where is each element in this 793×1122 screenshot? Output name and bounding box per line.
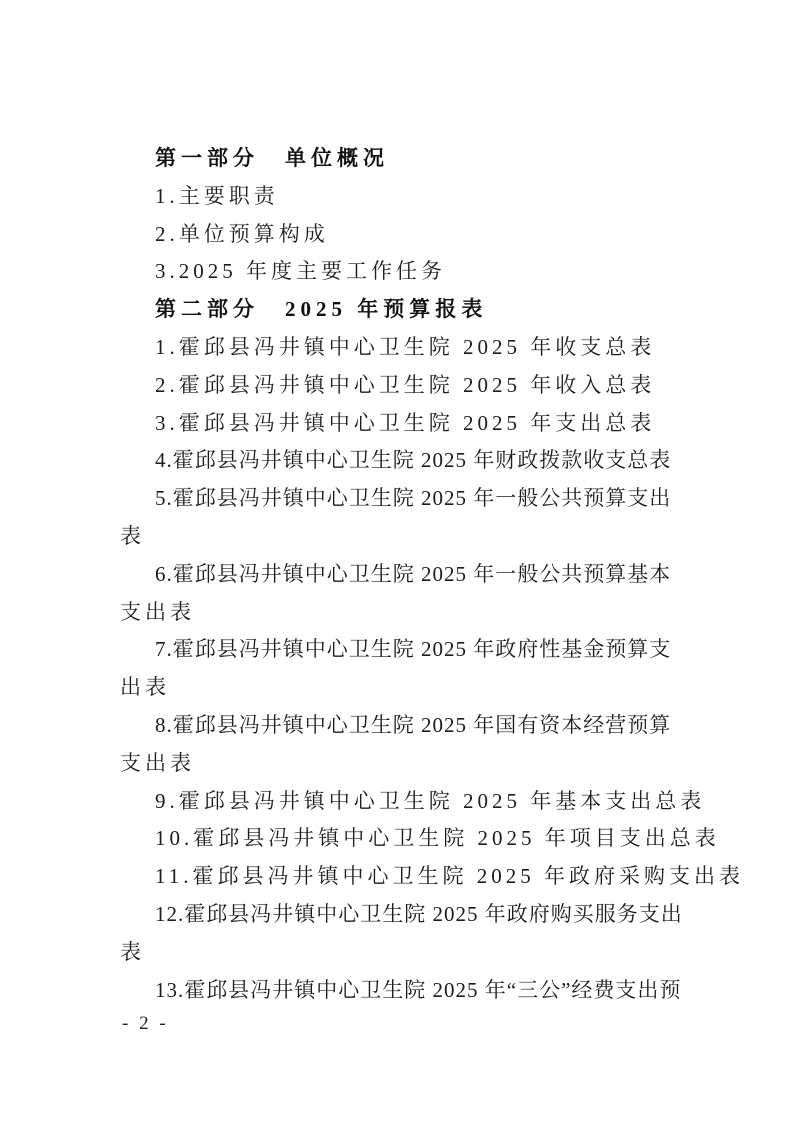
toc-item: [120, 216, 760, 254]
toc-item: [120, 972, 760, 1010]
toc-item-line: 8.霍邱县冯井镇中心卫生院 2025 年国有资本经营预算: [155, 712, 672, 737]
toc-item: [120, 367, 760, 405]
toc-item-line: 4.霍邱县冯井镇中心卫生院 2025 年财政拨款收支总表: [155, 448, 672, 473]
toc-item-line: 支出表: [120, 750, 195, 775]
toc-item: [120, 783, 760, 821]
toc-item: [120, 442, 760, 480]
toc-item-line: 2.霍邱县冯井镇中心卫生院 2025 年收入总表: [155, 372, 656, 397]
toc-item-line: 表: [120, 939, 145, 964]
toc-item: [120, 480, 760, 556]
toc-item-line: 3.霍邱县冯井镇中心卫生院 2025 年支出总表: [155, 410, 656, 435]
toc-item: [120, 253, 760, 291]
toc-item-line: 表: [120, 523, 145, 548]
section-heading: 第二部分 2025 年预算报表: [155, 297, 488, 322]
toc-item-line: 2.单位预算构成: [155, 221, 329, 246]
toc-item-line: 3.2025 年度主要工作任务: [155, 259, 446, 284]
toc-item-line: 7.霍邱县冯井镇中心卫生院 2025 年政府性基金预算支: [155, 637, 672, 662]
toc-item: [120, 405, 760, 443]
toc-item-line: 9.霍邱县冯井镇中心卫生院 2025 年基本支出总表: [155, 788, 706, 813]
toc-item: [120, 556, 760, 632]
toc-item-line: 5.霍邱县冯井镇中心卫生院 2025 年一般公共预算支出: [155, 486, 672, 511]
section-heading: 第一部分 单位概况: [155, 146, 389, 170]
toc-item: [120, 707, 760, 783]
toc-item: [120, 820, 760, 858]
toc-item: [120, 178, 760, 216]
toc-item-line: 6.霍邱县冯井镇中心卫生院 2025 年一般公共预算基本: [155, 561, 672, 586]
toc-item: [120, 858, 760, 896]
toc-item-line: 13.霍邱县冯井镇中心卫生院 2025 年“三公”经费支出预: [155, 977, 682, 1002]
toc-item: [120, 896, 760, 972]
toc-item: [120, 631, 760, 707]
toc-item-line: 出表: [120, 675, 170, 700]
toc-item-line: 10.霍邱县冯井镇中心卫生院 2025 年项目支出总表: [155, 826, 720, 851]
toc-item-line: 11.霍邱县冯井镇中心卫生院 2025 年政府采购支出表: [155, 864, 744, 889]
document-body: [120, 140, 760, 1009]
toc-item-line: 支出表: [120, 599, 195, 624]
toc-item-line: 12.霍邱县冯井镇中心卫生院 2025 年政府购买服务支出: [155, 901, 683, 926]
toc-item-line: 1.主要职责: [155, 183, 279, 208]
toc-item: [120, 329, 760, 367]
toc-item-line: 1.霍邱县冯井镇中心卫生院 2025 年收支总表: [155, 334, 656, 359]
page-number: - 2 -: [122, 1013, 169, 1034]
